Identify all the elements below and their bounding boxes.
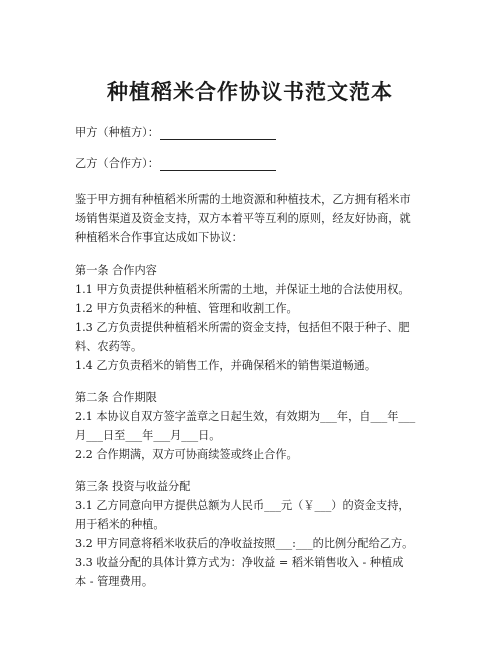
clause-line: 本 - 管理费用。 [75, 575, 154, 588]
clause-line: 1.4 乙方负责稻米的销售工作，并确保稻米的销售渠道畅通。 [75, 359, 377, 372]
clause-line: 1.2 甲方负责稻米的种植、管理和收割工作。 [75, 302, 298, 315]
party-a-blank [160, 128, 276, 140]
party-b-line [75, 157, 276, 171]
document-title: 种植稻米合作协议书范文范本 [107, 79, 393, 104]
clause-line: 2.1 本协议自双方签字盖章之日起生效，有效期为___年，自___年___ [75, 410, 416, 423]
preamble-line: 鉴于甲方拥有种植稻米所需的土地资源和种植技术，乙方拥有稻米市 [75, 193, 411, 206]
article-heading: 第三条 投资与收益分配 [75, 480, 191, 493]
clause-line: 1.3 乙方负责提供种植稻米所需的资金支持，包括但不限于种子、肥 [75, 321, 410, 334]
article-heading: 第二条 合作期限 [75, 391, 157, 404]
party-a-line [75, 126, 276, 140]
party-b-blank [160, 159, 276, 171]
clause-line: 3.3 收益分配的具体计算方式为：净收益 = 稻米销售收入 - 种植成 [75, 556, 404, 569]
article-heading: 第一条 合作内容 [75, 264, 157, 277]
preamble-line: 种植稻米合作事宜达成如下协议： [75, 231, 243, 244]
clause-line: 月___日至___年___月___日。 [75, 429, 221, 442]
clause-line: 3.2 甲方同意将稻米收获后的净收益按照___:___的比例分配给乙方。 [75, 537, 414, 550]
clause-line: 2.2 合作期满，双方可协商续签或终止合作。 [75, 448, 298, 461]
clause-line: 料、农药等。 [75, 340, 143, 353]
party-b-label: 乙方（合作方）： [75, 157, 159, 170]
clause-line: 3.1 乙方同意向甲方提供总额为人民币___元（￥___）的资金支持， [75, 499, 410, 512]
clause-line: 用于稻米的种植。 [75, 518, 165, 531]
party-a-label: 甲方（种植方）： [75, 126, 159, 139]
clause-line: 1.1 甲方负责提供种植稻米所需的土地，并保证土地的合法使用权。 [75, 283, 410, 296]
preamble-line: 场销售渠道及资金支持，双方本着平等互利的原则，经友好协商，就 [75, 212, 411, 225]
